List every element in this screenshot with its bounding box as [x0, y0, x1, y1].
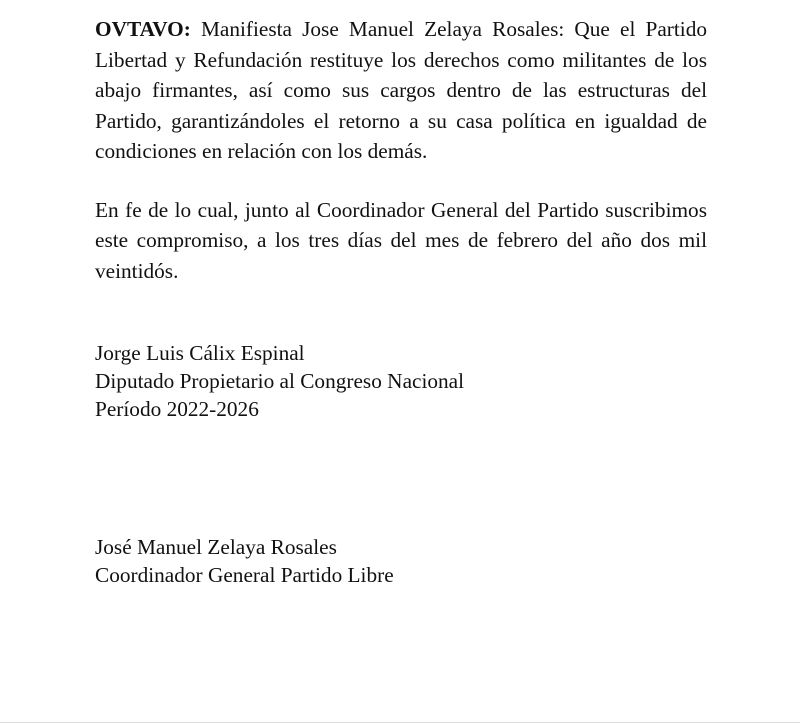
signatory-period: Período 2022-2026	[95, 397, 259, 421]
signatory-name: José Manuel Zelaya Rosales	[95, 535, 337, 559]
paragraph-lead: OVTAVO:	[95, 17, 191, 41]
paragraph-closing: En fe de lo cual, junto al Coordinador General del Partido suscribimos este compromiso, a los tres días del mes de febrero del año dos mil veintidós.	[95, 197, 707, 283]
signatory-title: Diputado Propietario al Congreso Nacional	[95, 369, 465, 393]
signature-block-calix	[95, 339, 707, 423]
paragraph-ovtavo	[95, 14, 707, 167]
signatory-name: Jorge Luis Cálix Espinal	[95, 341, 305, 365]
signature-block-zelaya	[95, 533, 707, 589]
document-body	[95, 14, 707, 589]
signatory-title: Coordinador General Partido Libre	[95, 563, 394, 587]
paragraph-text: Manifiesta Jose Manuel Zelaya Rosales: Que el Partido Libertad y Refundación restituye los derechos como militantes de los abajo firmantes, así como sus cargos dentro de las estructuras del Partido, garantizándoles el retorno a su casa política en igualdad de condiciones en relación con los demás.	[95, 17, 707, 163]
